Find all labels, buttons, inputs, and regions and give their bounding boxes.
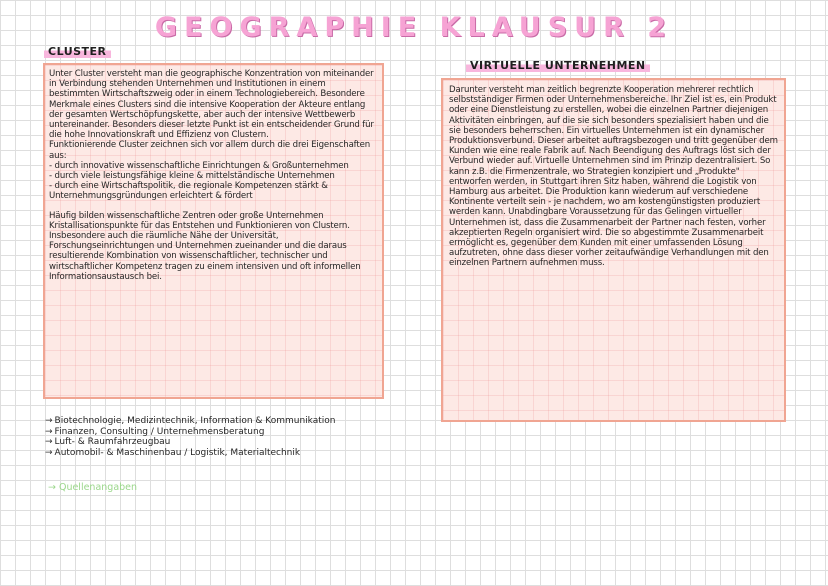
virtual-text: Darunter versteht man zeitlich begrenzte Kooperation mehrerer rechtlich selbstständiger Firmen oder Unternehmensbereiche. Ihr Ziel ist es, ein Produkt oder eine Dienstleistung zu erstellen, wobei die einzelnen Partner diejenigen Aktivitäten einbringen, auf die sie sich besonders spezialisiert haben und die sie besonders beherrschen. Ein virtuelles Unternehmen ist ein dynamischer Produktionsverbund. Dieser arbeitet auftragsbezogen und tritt gegenüber dem Kunden wie eine reale Fabrik auf. Nach Beendigung des Auftrags löst sich der Verbund wieder auf. Virtuelle Unternehmen sind im Prinzip dezentralisiert. So kann z.B. die Firmenzentrale, wo Strategien konzipiert und „Produkte" entworfen werden, in Stuttgart ihren Sitz haben, während die Logistik von Hamburg aus arbeitet. Die Produktion kann wiederum auf verschiedene Kontinente verteilt sein - je nachdem, wo am kostengünstigsten produziert werden kann. Unabdingbare Voraussetzung für das Gelingen virtueller Unternehmen ist, dass die Zusammenarbeit der Partner nach festen, vorher akzeptierten Regeln organisiert wird. Die so abgestimmte Zusammenarbeit ermöglicht es, gegenüber dem Kunden mit einer umfassenden Lösung aufzutreten, ohne dass dieser vorher zeitaufwändige Verhandlungen mit den einzelnen Partnern aufnehmen muss.	[449, 85, 778, 269]
cluster-text-box	[43, 63, 384, 399]
virtual-heading: VIRTUELLE UNTERNEHMEN	[466, 58, 650, 73]
list-item: → Automobil- & Maschinenbau / Logistik, Materialtechnik	[45, 447, 301, 458]
list-item: → Luft- & Raumfahrzeugbau	[45, 437, 171, 448]
list-item: - durch viele leistungsfähige kleine & mittelständische Unternehmen	[49, 171, 335, 182]
cluster-heading: CLUSTER	[44, 44, 111, 59]
list-item: - durch eine Wirtschaftspolitik, die regionale Kompetenzen stärkt & Unternehmungsgründungen erleichtert & fördert	[49, 181, 328, 202]
list-item: → Biotechnologie, Medizintechnik, Information & Kommunikation	[45, 416, 336, 426]
arrow-right-icon: →	[45, 437, 53, 448]
sources-link[interactable]	[48, 482, 137, 493]
arrow-right-icon: →	[48, 482, 56, 493]
page-title: GEOGRAPHIE KLAUSUR 2	[154, 12, 674, 43]
list-item: - durch innovative wissenschaftliche Einrichtungen & Großunternehmen	[49, 160, 349, 171]
cluster-features-lead: Funktionierende Cluster zeichnen sich vor allem durch die drei Eigenschaften aus:	[49, 140, 371, 161]
arrow-right-icon: →	[45, 426, 53, 437]
virtual-text-box	[441, 78, 786, 422]
cluster-features-list	[49, 161, 378, 202]
arrow-right-icon: →	[45, 416, 53, 426]
cluster-closing: Häufig bilden wissenschaftliche Zentren oder große Unternehmen Kristallisationspunkte für das Entstehen und Funktionieren von Clustern. Insbesondere auch die räumliche Nähe der Universität, Forschungseinrichtungen und Unternehmen zueinander und die daraus resultierende Kombination von wissenschaftlicher, technischer und wirtschaftlicher Kompetenz tragen zu einem intensiven und oft informellen Informationsaustausch bei.	[49, 210, 361, 282]
cluster-intro: Unter Cluster versteht man die geographische Konzentration von miteinander in Verbindung stehenden Unternehmen und Institutionen in einem bestimmten Wirtschaftszweig oder in einem Technologiebereich. Besondere Merkmale eines Clusters sind die intensive Kooperation der Akteure entlang der gesamten Wertschöpfungskette, aber auch der intensive Wettbewerb untereinander. Besonders dieser letzte Punkt ist ein entscheidender Grund für die hohe Innovationskraft und Effizienz von Clustern.	[49, 69, 374, 141]
industry-list	[45, 416, 385, 458]
arrow-right-icon: →	[45, 447, 53, 458]
list-item: → Finanzen, Consulting / Unternehmensberatung	[45, 426, 265, 437]
sources-label: Quellenangaben	[58, 482, 138, 493]
